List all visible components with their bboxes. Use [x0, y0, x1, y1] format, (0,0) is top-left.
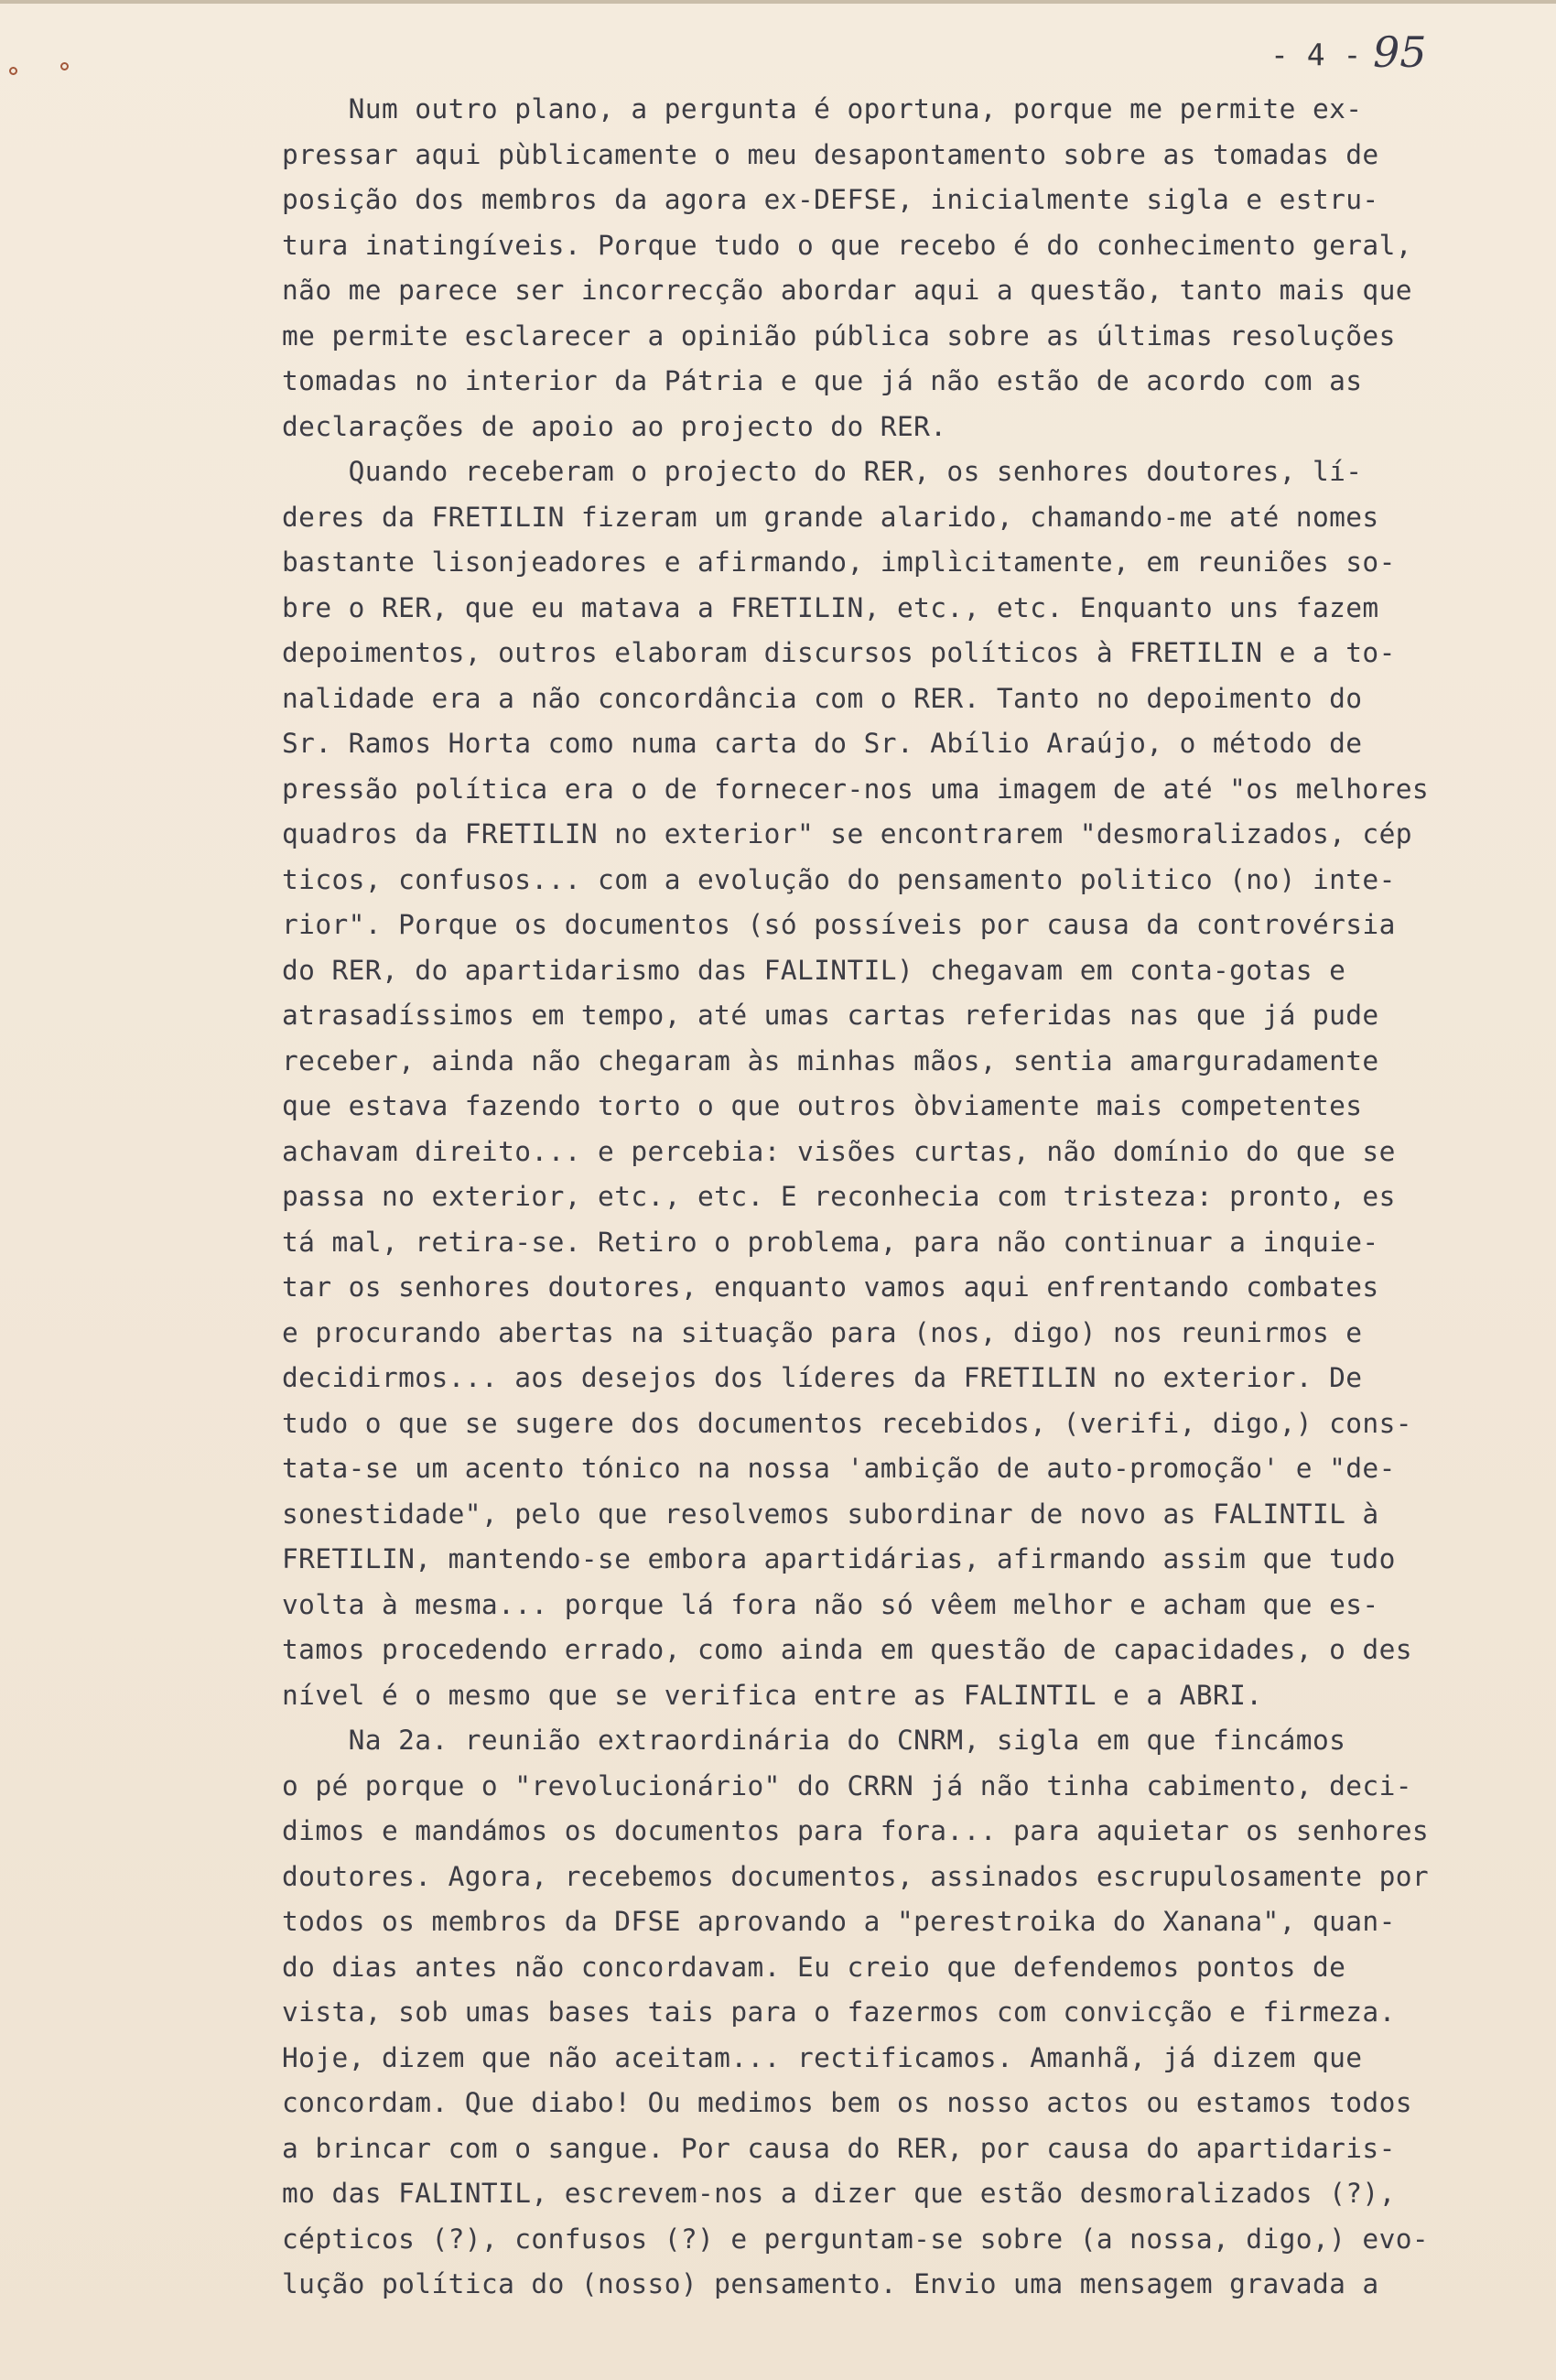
text-line: tomadas no interior da Pátria e que já não estão de acordo com as	[282, 365, 1363, 396]
text-line: tamos procedendo errado, como ainda em questão de capacidades, o des	[282, 1634, 1412, 1665]
text-line: do dias antes não concordavam. Eu creio que defendemos pontos de	[282, 1951, 1346, 1983]
text-line: nível é o mesmo que se verifica entre as FALINTIL e a ABRI.	[282, 1679, 1263, 1711]
text-line: atrasadíssimos em tempo, até umas cartas referidas nas que já pude	[282, 1000, 1379, 1031]
text-line: volta à mesma... porque lá fora não só vêem melhor e acham que es-	[282, 1588, 1379, 1620]
text-line: concordam. Que diabo! Ou medimos bem os nosso actos ou estamos todos	[282, 2087, 1412, 2118]
text-line: tá mal, retira-se. Retiro o problema, para não continuar a inquie-	[282, 1226, 1379, 1258]
text-line: lução política do (nosso) pensamento. Envio uma mensagem gravada a	[282, 2268, 1379, 2299]
typewritten-body	[282, 87, 1508, 2308]
text-line: Sr. Ramos Horta como numa carta do Sr. Abílio Araújo, o método de	[282, 728, 1363, 759]
text-line: receber, ainda não chegaram às minhas mãos, sentia amarguradamente	[282, 1044, 1379, 1076]
text-line: achavam direito... e percebia: visões curtas, não domínio do que se	[282, 1135, 1396, 1167]
text-line: quadros da FRETILIN no exterior" se encontrarem "desmoralizados, cép	[282, 818, 1412, 849]
text-line: que estava fazendo torto o que outros òbviamente mais competentes	[282, 1090, 1363, 1121]
text-line: Na 2a. reunião extraordinária do CNRM, sigla em que fincámos	[282, 1725, 1346, 1756]
handwritten-page-number: 95	[1373, 27, 1427, 77]
text-line: do RER, do apartidarismo das FALINTIL) chegavam em conta-gotas e	[282, 954, 1346, 986]
text-line: rior". Porque os documentos (só possíveis por causa da controvérsia	[282, 909, 1396, 940]
text-line: Quando receberam o projecto do RER, os senhores doutores, lí-	[282, 456, 1363, 487]
text-line: tata-se um acento tónico na nossa 'ambição de auto-promoção' e "de-	[282, 1453, 1396, 1484]
page-top-edge	[0, 0, 1556, 4]
text-line: o pé porque o "revolucionário" do CRRN já não tinha cabimento, deci-	[282, 1769, 1412, 1801]
text-line: tudo o que se sugere dos documentos recebidos, (verifi, digo,) cons-	[282, 1407, 1412, 1439]
text-line: bre o RER, que eu matava a FRETILIN, etc., etc. Enquanto uns fazem	[282, 591, 1379, 623]
text-line: doutores. Agora, recebemos documentos, assinados escrupulosamente por	[282, 1860, 1430, 1892]
text-line: a brincar com o sangue. Por causa do RER, por causa do apartidaris-	[282, 2132, 1396, 2164]
punch-hole-mark	[60, 62, 69, 70]
text-line: deres da FRETILIN fizeram um grande alarido, chamando-me até nomes	[282, 501, 1379, 533]
text-line: pressão política era o de fornecer-nos uma imagem de até "os melhores	[282, 773, 1430, 805]
text-line: tura inatingíveis. Porque tudo o que recebo é do conhecimento geral,	[282, 229, 1412, 261]
text-line: e procurando abertas na situação para (nos, digo) nos reunirmos e	[282, 1316, 1363, 1348]
text-line: vista, sob umas bases tais para o fazermos com convicção e firmeza.	[282, 1996, 1396, 2028]
text-line: não me parece ser incorrecção abordar aqui a questão, tanto mais que	[282, 275, 1412, 306]
punch-hole-mark	[9, 67, 17, 75]
text-line: dimos e mandámos os documentos para fora... para aquietar os senhores	[282, 1815, 1430, 1846]
text-line: cépticos (?), confusos (?) e perguntam-se sobre (a nossa, digo,) evo-	[282, 2223, 1430, 2255]
text-line: posição dos membros da agora ex-DEFSE, inicialmente sigla e estru-	[282, 184, 1379, 215]
text-line: ticos, confusos... com a evolução do pensamento politico (no) inte-	[282, 863, 1396, 895]
text-line: me permite esclarecer a opinião pública sobre as últimas resoluções	[282, 319, 1396, 352]
text-line: sonestidade", pelo que resolvemos subordinar de novo as FALINTIL à	[282, 1498, 1379, 1530]
text-line: Hoje, dizem que não aceitam... rectificamos. Amanhã, já dizem que	[282, 2041, 1363, 2073]
text-line: pressar aqui pùblicamente o meu desapontamento sobre as tomadas de	[282, 138, 1379, 170]
text-line: nalidade era a não concordância com o RER. Tanto no depoimento do	[282, 682, 1363, 714]
text-line: decidirmos... aos desejos dos líderes da FRETILIN no exterior. De	[282, 1362, 1363, 1393]
text-line: depoimentos, outros elaboram discursos políticos à FRETILIN e a to-	[282, 637, 1396, 668]
text-line: Num outro plano, a pergunta é oportuna, porque me permite ex-	[282, 93, 1363, 124]
text-line: FRETILIN, mantendo-se embora apartidárias, afirmando assim que tudo	[282, 1543, 1396, 1574]
text-line: mo das FALINTIL, escrevem-nos a dizer que estão desmoralizados (?),	[282, 2178, 1396, 2209]
text-line: declarações de apoio ao projecto do RER.	[282, 410, 947, 442]
page-number: - 4 -	[1270, 37, 1362, 72]
text-line: passa no exterior, etc., etc. E reconhecia com tristeza: pronto, es	[282, 1181, 1396, 1212]
text-line: todos os membros da DFSE aprovando a "perestroika do Xanana", quan-	[282, 1906, 1396, 1937]
text-line: tar os senhores doutores, enquanto vamos aqui enfrentando combates	[282, 1271, 1379, 1303]
text-line: bastante lisonjeadores e afirmando, implìcitamente, em reuniões so-	[282, 546, 1396, 578]
